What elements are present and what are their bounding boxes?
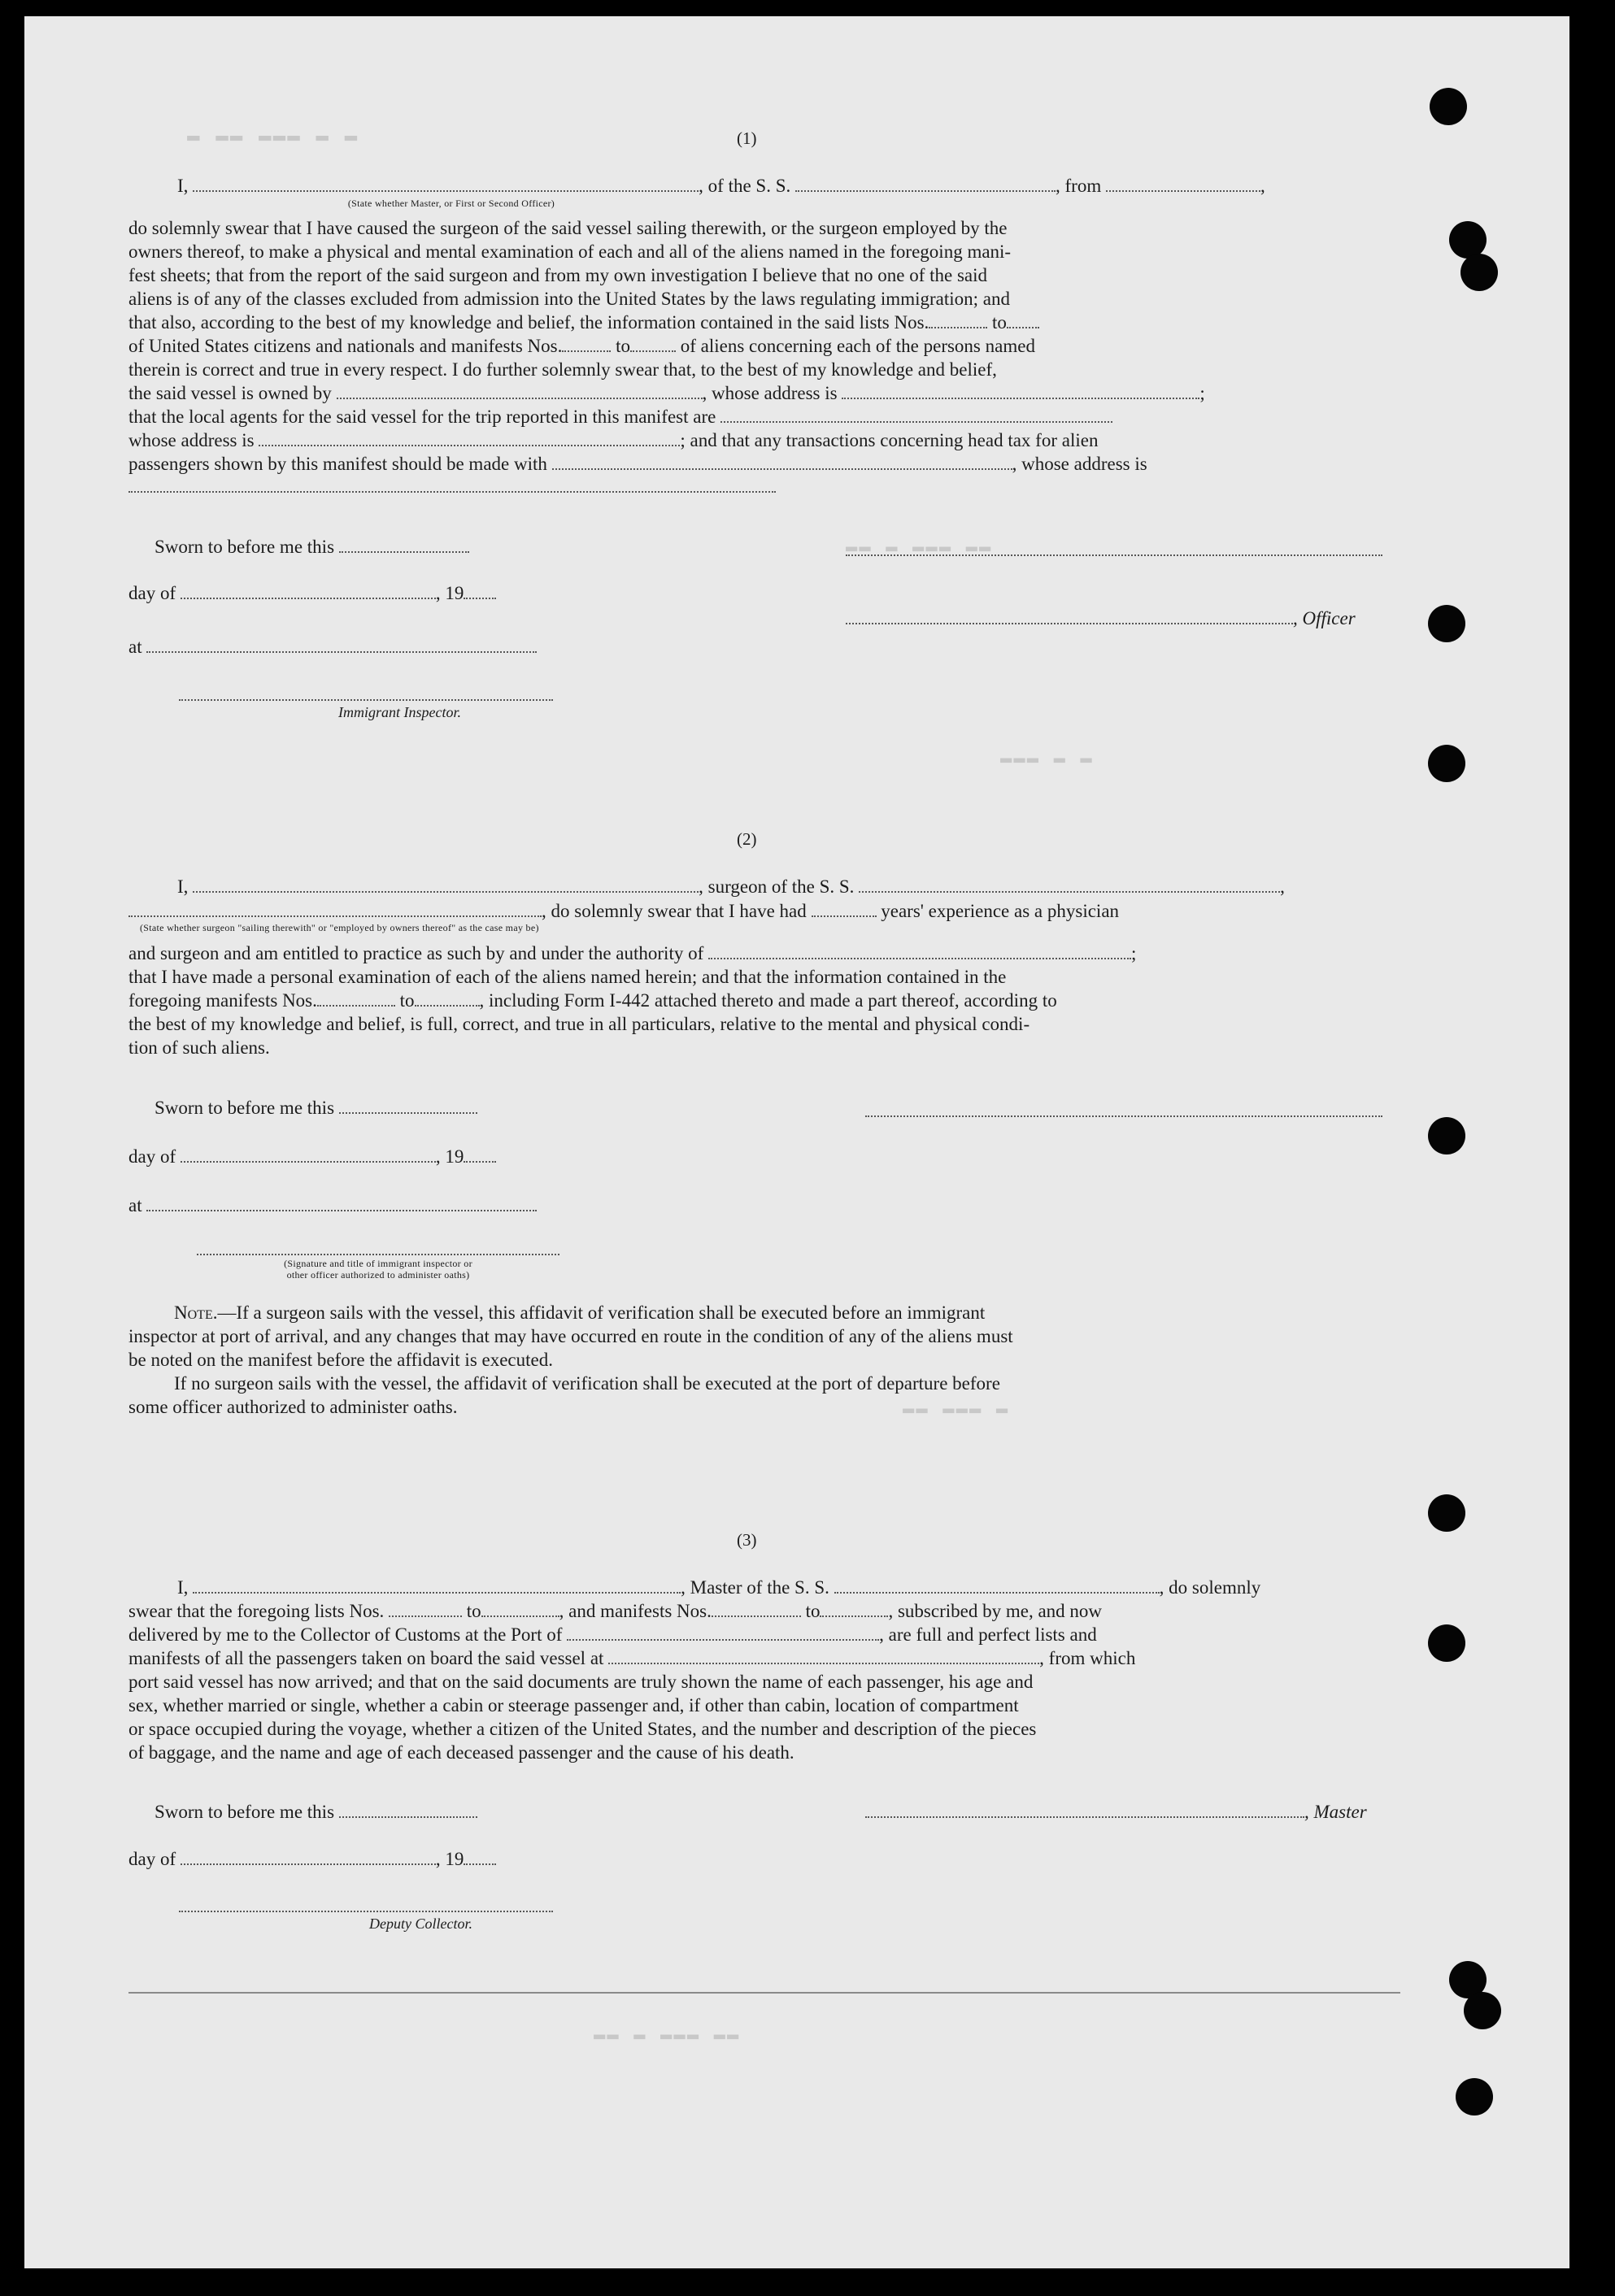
bleed-through-mark: ▬▬ ▬ ▬▬▬ ▬▬ bbox=[594, 2024, 741, 2046]
affidavit-2-sworn: Sworn to before me this bbox=[155, 1098, 477, 1119]
collector-signature-line[interactable] bbox=[179, 1911, 553, 1912]
affidavit-3-line-4: manifests of all the passengers taken on board the said vessel at , from which bbox=[128, 1648, 1136, 1668]
bottom-rule bbox=[128, 1992, 1400, 1994]
lists-to-field-3[interactable] bbox=[481, 1601, 559, 1617]
ship-name-field-3[interactable] bbox=[834, 1577, 1160, 1594]
affidavit-3-number: (3) bbox=[737, 1530, 757, 1550]
affidavit-1-line-7: of United States citizens and nationals and manifests Nos. to of aliens concerning each of the persons named bbox=[128, 336, 1035, 356]
affidavit-1-line-2: do solemnly swear that I have caused the surgeon of the said vessel sailing therewith, or the surgeon employed by the bbox=[128, 218, 1008, 238]
surgeon-name-field[interactable] bbox=[193, 876, 699, 893]
binder-hole bbox=[1428, 605, 1465, 642]
officer-field[interactable] bbox=[846, 608, 1293, 624]
inspector-caption: Immigrant Inspector. bbox=[338, 704, 461, 720]
master-name-field-3[interactable] bbox=[193, 1577, 681, 1594]
bleed-through-mark: ▬ ▬▬ ▬▬▬ ▬ ▬ bbox=[187, 124, 359, 148]
affidavit-1-line-10: that the local agents for the said vessel for the trip reported in this manifest are bbox=[128, 407, 1112, 428]
manifests-from-field-3[interactable] bbox=[712, 1601, 801, 1617]
year-field-2[interactable] bbox=[464, 1146, 496, 1163]
affidavit-2-day: day of , 19 bbox=[128, 1146, 496, 1168]
manifests-to-field[interactable] bbox=[630, 336, 676, 352]
affidavit-3-line-2: swear that the foregoing lists Nos. to , and manifests Nos. to , subscribed by me, and now bbox=[128, 1601, 1103, 1621]
affidavit-1-line-5: aliens is of any of the classes excluded from admission into the United States by the laws regulating immigration; and bbox=[128, 289, 1010, 309]
affidavit-1-at: at bbox=[128, 637, 537, 658]
binder-hole bbox=[1428, 1624, 1465, 1662]
surgeon-status-field[interactable] bbox=[128, 901, 542, 917]
affidavit-2-number: (2) bbox=[737, 829, 757, 849]
signature-caption-1: (Signature and title of immigrant inspector or bbox=[284, 1258, 472, 1269]
local-agents-field[interactable] bbox=[720, 407, 1112, 423]
surgeon-caption: (State whether surgeon "sailing therewith" or "employed by owners thereof" as the case may be) bbox=[140, 922, 539, 933]
affidavit-1-officer: , Officer bbox=[846, 608, 1356, 629]
arrival-port-field[interactable] bbox=[567, 1624, 879, 1641]
ship-name-field[interactable] bbox=[795, 176, 1056, 192]
manifest-affidavit-page bbox=[24, 16, 1569, 2268]
binder-hole bbox=[1430, 88, 1467, 125]
affidavit-2-line-3: and surgeon and am entitled to practice as such by and under the authority of ; bbox=[128, 943, 1137, 963]
place-field-2[interactable] bbox=[146, 1195, 537, 1211]
binder-hole bbox=[1428, 1117, 1465, 1155]
sworn-date-field-3[interactable] bbox=[339, 1802, 477, 1818]
manifests-to-field-3[interactable] bbox=[820, 1601, 888, 1617]
affidavit-1-line-3: owners thereof, to make a physical and mental examination of each and all of the aliens named in the foregoing mani- bbox=[128, 241, 1012, 262]
binder-hole bbox=[1456, 2078, 1493, 2116]
affidavit-2-line-5: foregoing manifests Nos. to , including Form I-442 attached thereto and made a part thereof, according to bbox=[128, 990, 1057, 1011]
years-experience-field[interactable] bbox=[812, 901, 877, 917]
affidavit-3-line-6: sex, whether married or single, whether a cabin or steerage passenger and, if other than cabin, location of compartment bbox=[128, 1695, 1019, 1715]
affidavit-1-day: day of , 19 bbox=[128, 583, 496, 604]
master-caption: (State whether Master, or First or Second Officer) bbox=[347, 198, 555, 209]
day-field-2[interactable] bbox=[181, 1146, 436, 1163]
departure-port-field[interactable] bbox=[1106, 176, 1260, 192]
affidavit-1-line-1: I, , of the S. S. , from , bbox=[177, 176, 1265, 196]
manifest-to-field-2[interactable] bbox=[415, 990, 480, 1007]
affidavit-2-line-7: tion of such aliens. bbox=[128, 1037, 270, 1058]
affidavit-2-line-6: the best of my knowledge and belief, is full, correct, and true in all particulars, relative to the mental and physical condi- bbox=[128, 1014, 1030, 1034]
ship-name-field-2[interactable] bbox=[859, 876, 1280, 893]
affidavit-1-number: (1) bbox=[737, 128, 757, 148]
note-line-4: If no surgeon sails with the vessel, the affidavit of verification shall be executed at the port of departure before bbox=[174, 1373, 1000, 1394]
affidavit-1-line-13 bbox=[128, 476, 776, 498]
year-field[interactable] bbox=[464, 583, 496, 599]
bleed-through-mark: ▬▬▬ ▬ ▬ bbox=[1000, 748, 1094, 770]
year-field-3[interactable] bbox=[464, 1849, 496, 1865]
affidavit-3-day: day of , 19 bbox=[128, 1849, 496, 1870]
note-line-2: inspector at port of arrival, and any changes that may have occurred en route in the condition of any of the aliens must bbox=[128, 1326, 1013, 1346]
affidavit-2-line-2: , do solemnly swear that I have had years' experience as a physician bbox=[128, 901, 1119, 922]
licensing-authority-field[interactable] bbox=[708, 943, 1131, 959]
binder-hole bbox=[1428, 745, 1465, 782]
owner-field[interactable] bbox=[337, 383, 703, 399]
affidavit-1-line-11: whose address is ; and that any transactions concerning head tax for alien bbox=[128, 430, 1099, 450]
day-field-3[interactable] bbox=[181, 1849, 436, 1865]
binder-hole bbox=[1460, 254, 1498, 291]
binder-hole bbox=[1449, 221, 1487, 259]
sworn-date-field[interactable] bbox=[339, 537, 469, 553]
head-tax-address-field[interactable] bbox=[128, 476, 776, 493]
surgeon-signature-line[interactable] bbox=[865, 1115, 1382, 1117]
affidavit-1-line-6: that also, according to the best of my knowledge and belief, the information contained in the said lists Nos. to bbox=[128, 312, 1039, 333]
affidavit-1-line-8: therein is correct and true in every respect. I do further solemnly swear that, to the best of my knowledge and belief, bbox=[128, 359, 997, 380]
binder-hole bbox=[1464, 1992, 1501, 2029]
day-field[interactable] bbox=[181, 583, 436, 599]
affidavit-3-line-3: delivered by me to the Collector of Customs at the Port of , are full and perfect lists and bbox=[128, 1624, 1097, 1645]
master-name-field[interactable] bbox=[193, 176, 699, 192]
owner-address-field[interactable] bbox=[842, 383, 1199, 399]
agents-address-field[interactable] bbox=[259, 430, 680, 446]
manifest-from-field-2[interactable] bbox=[317, 990, 395, 1007]
affidavit-3-line-1: I, , Master of the S. S. , do solemnly bbox=[177, 1577, 1261, 1598]
officer-signature-line[interactable] bbox=[846, 554, 1382, 556]
note-line-1: Note.—If a surgeon sails with the vessel, this affidavit of verification shall be executed before an immigrant bbox=[174, 1302, 986, 1323]
note-line-5: some officer authorized to administer oaths. bbox=[128, 1397, 458, 1417]
note-line-3: be noted on the manifest before the affidavit is executed. bbox=[128, 1350, 553, 1370]
affidavit-3-line-8: of baggage, and the name and age of each deceased passenger and the cause of his death. bbox=[128, 1742, 794, 1763]
inspector-signature-line[interactable] bbox=[179, 699, 553, 701]
affidavit-2-line-4: that I have made a personal examination of each of the aliens named herein; and that the information contained in the bbox=[128, 967, 1007, 987]
authorized-officer-signature-line[interactable] bbox=[197, 1254, 559, 1255]
bleed-through-mark: ▬▬ ▬ ▬▬▬ ▬▬ bbox=[846, 537, 993, 559]
affidavit-2-line-1: I, , surgeon of the S. S. , bbox=[177, 876, 1285, 897]
note-label: Note. bbox=[174, 1302, 218, 1323]
affidavit-3-master-signature: , Master bbox=[865, 1802, 1367, 1823]
manifests-from-field[interactable] bbox=[562, 336, 611, 352]
affidavit-1-line-4: fest sheets; that from the report of the said surgeon and from my own investigation I believe that no one of the said bbox=[128, 265, 988, 285]
affidavit-1-line-9: the said vessel is owned by , whose address is ; bbox=[128, 383, 1205, 403]
head-tax-party-field[interactable] bbox=[552, 454, 1012, 470]
master-signature-field[interactable] bbox=[865, 1802, 1304, 1818]
signature-caption-2: other officer authorized to administer oaths) bbox=[286, 1269, 470, 1281]
affidavit-3-line-5: port said vessel has now arrived; and that on the said documents are truly shown the name of each passenger, his age and bbox=[128, 1672, 1034, 1692]
embarkation-port-field[interactable] bbox=[608, 1648, 1039, 1664]
lists-to-field[interactable] bbox=[1007, 312, 1039, 328]
affidavit-3-line-7: or space occupied during the voyage, whether a citizen of the United States, and the number and description of the pieces bbox=[128, 1719, 1037, 1739]
affidavit-2-at: at bbox=[128, 1195, 537, 1216]
collector-caption: Deputy Collector. bbox=[369, 1916, 472, 1932]
affidavit-3-sworn: Sworn to before me this bbox=[155, 1802, 477, 1823]
lists-from-field-3[interactable] bbox=[389, 1601, 462, 1617]
affidavit-1-line-12: passengers shown by this manifest should be made with , whose address is bbox=[128, 454, 1147, 474]
place-field[interactable] bbox=[146, 637, 537, 653]
sworn-date-field-2[interactable] bbox=[339, 1098, 477, 1114]
affidavit-1-sworn: Sworn to before me this bbox=[155, 537, 469, 558]
lists-from-field[interactable] bbox=[929, 312, 987, 328]
bleed-through-mark: ▬▬ ▬▬▬ ▬ bbox=[903, 1398, 1010, 1420]
binder-hole bbox=[1428, 1494, 1465, 1532]
